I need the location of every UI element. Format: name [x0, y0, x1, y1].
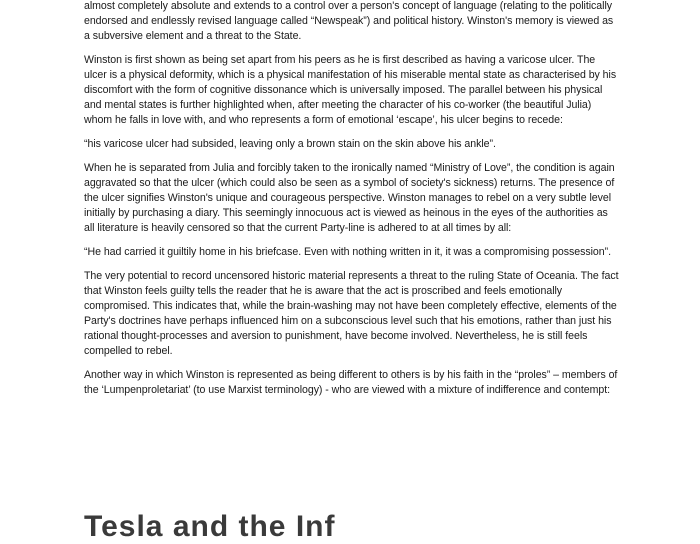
- quote-briefcase: “He had carried it guiltily home in his briefcase. Even with nothing written in it, it was a compromising possession”.: [84, 246, 611, 258]
- quote-ulcer-subsided: “his varicose ulcer had subsided, leaving only a brown stain on the skin above his ankle”.: [84, 138, 496, 150]
- paragraph-varicose-ulcer: Winston is first shown as being set apart from his peers as he is first described as having a varicose ulcer. The ulcer is a physical deformity, which is a physical manifestation of his miserable mental state as characterised by his discomfort with the form of cognitive dissonance which is universally imposed. The parallel between his physical and mental states is further highlighted when, after meeting the character of his co-worker (the beautiful Julia) whom he falls in love with, and who represents a form of emotional ‘escape’, his ulcer begins to recede:: [84, 54, 617, 126]
- paragraph-uncensored-material: The very potential to record uncensored historic material represents a threat to the ruling State of Oceania. The fact that Winston feels guilty tells the reader that he is aware that the act is proscribed and feels emotionally compromised. This indicates that, while the brain-washing may not have been completely effective, elements of the Party's doctrines have perhaps influenced him on a subconscious level such that his emotions, rather than just his rational thought-processes and aversion to punishment, have become involved. Nevertheless, he is still feels compelled to rebel.: [84, 270, 619, 357]
- paragraph-party-control: almost completely absolute and extends to a control over a person's concept of language (relating to the politically endorsed and endlessly revised language called “Newspeak”) and political history. Winston's memory is viewed as a subversive element and a threat to the State.: [84, 0, 614, 42]
- paragraph-ministry-of-love: When he is separated from Julia and forcibly taken to the ironically named “Ministry of Love”, the condition is again aggravated so that the ulcer (which could also be seen as a symbol of society's sickness) returns. The presence of the ulcer signifies Winston's unique and courageous perspective. Winston manages to rebel on a very subtle level initially by purchasing a diary. This seemingly innocuous act is viewed as heinous in the eyes of the authorities as all literature is heavily censored so that the current Party-line is adhered to at all times by all:: [84, 162, 615, 234]
- paragraph-proles: Another way in which Winston is represented as being different to others is by his faith in the “proles” – members of the ‘Lumpenproletariat’ (to use Marxist terminology) - who are viewed with a mixture of indifference and contempt:: [84, 369, 618, 396]
- cut-off-heading: Tesla and the Inf: [84, 510, 336, 543]
- document-body: [84, 0, 620, 407]
